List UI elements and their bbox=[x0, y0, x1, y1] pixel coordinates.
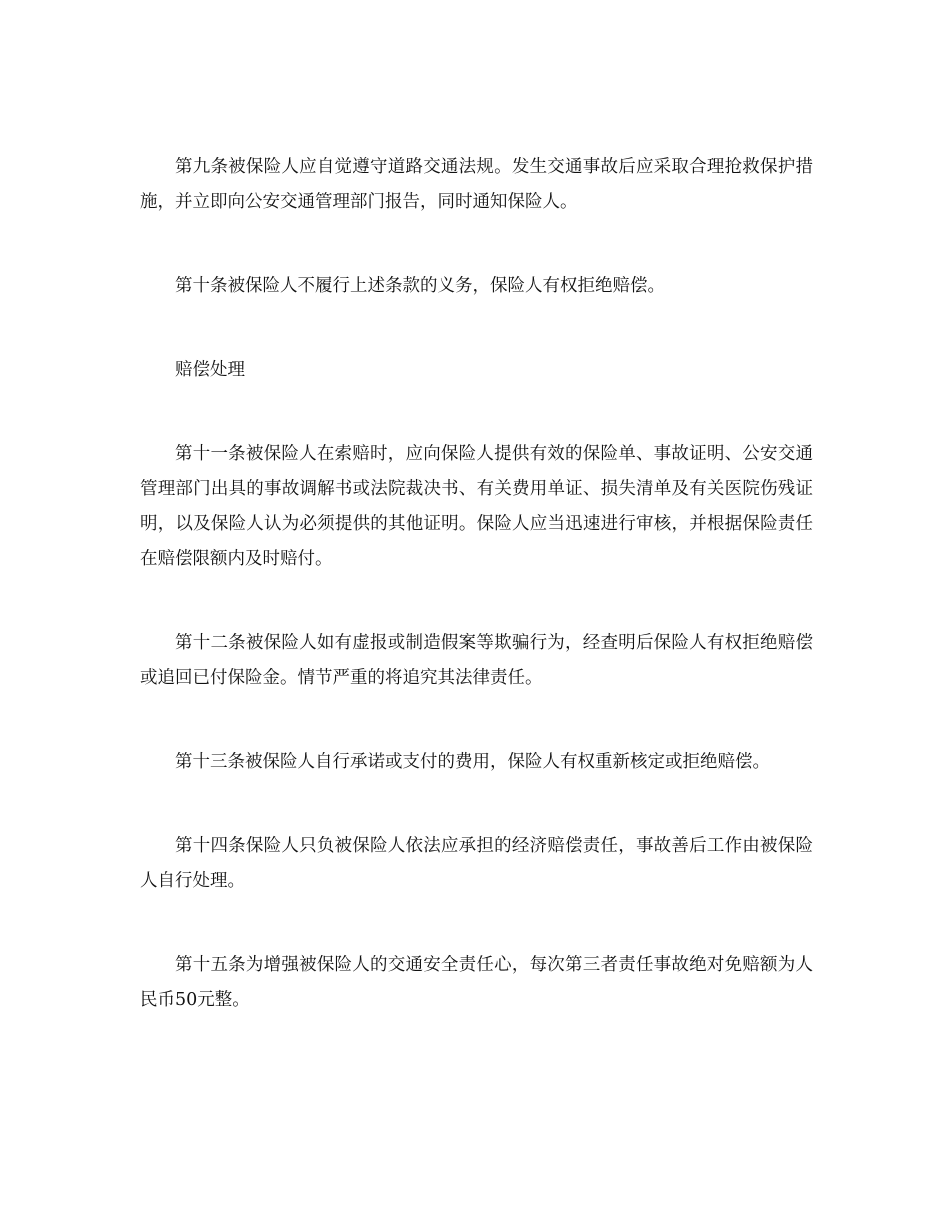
paragraph-article-13: 第十三条被保险人自行承诺或支付的费用，保险人有权重新核定或拒绝赔偿。 bbox=[175, 752, 770, 772]
paragraph-article-9: 第九条被保险人应自觉遵守道路交通法规。发生交通事故后应采取合理抢救保护措施，并立即向公安交通管理部门报告，同时通知保险人。 bbox=[140, 157, 813, 212]
paragraph-article-14: 第十四条保险人只负被保险人依法应承担的经济赔偿责任，事故善后工作由被保险人自行处理。 bbox=[140, 836, 813, 891]
paragraph-article-15: 第十五条为增强被保险人的交通安全责任心，每次第三者责任事故绝对免赔额为人民币50元整。 bbox=[140, 955, 813, 1010]
section-heading-compensation: 赔偿处理 bbox=[175, 360, 245, 380]
paragraph-article-10: 第十条被保险人不履行上述条款的义务，保险人有权拒绝赔偿。 bbox=[175, 276, 665, 296]
paragraph-article-11: 第十一条被保险人在索赔时，应向保险人提供有效的保险单、事故证明、公安交通管理部门出具的事故调解书或法院裁决书、有关费用单证、损失清单及有关医院伤残证明，以及保险人认为必须提供的其他证明。保险人应当迅速进行审核，并根据保险责任在赔偿限额内及时赔付。 bbox=[140, 444, 813, 569]
paragraph-article-12: 第十二条被保险人如有虚报或制造假案等欺骗行为，经查明后保险人有权拒绝赔偿或追回已付保险金。情节严重的将追究其法律责任。 bbox=[140, 633, 813, 688]
document-body bbox=[140, 150, 813, 1018]
